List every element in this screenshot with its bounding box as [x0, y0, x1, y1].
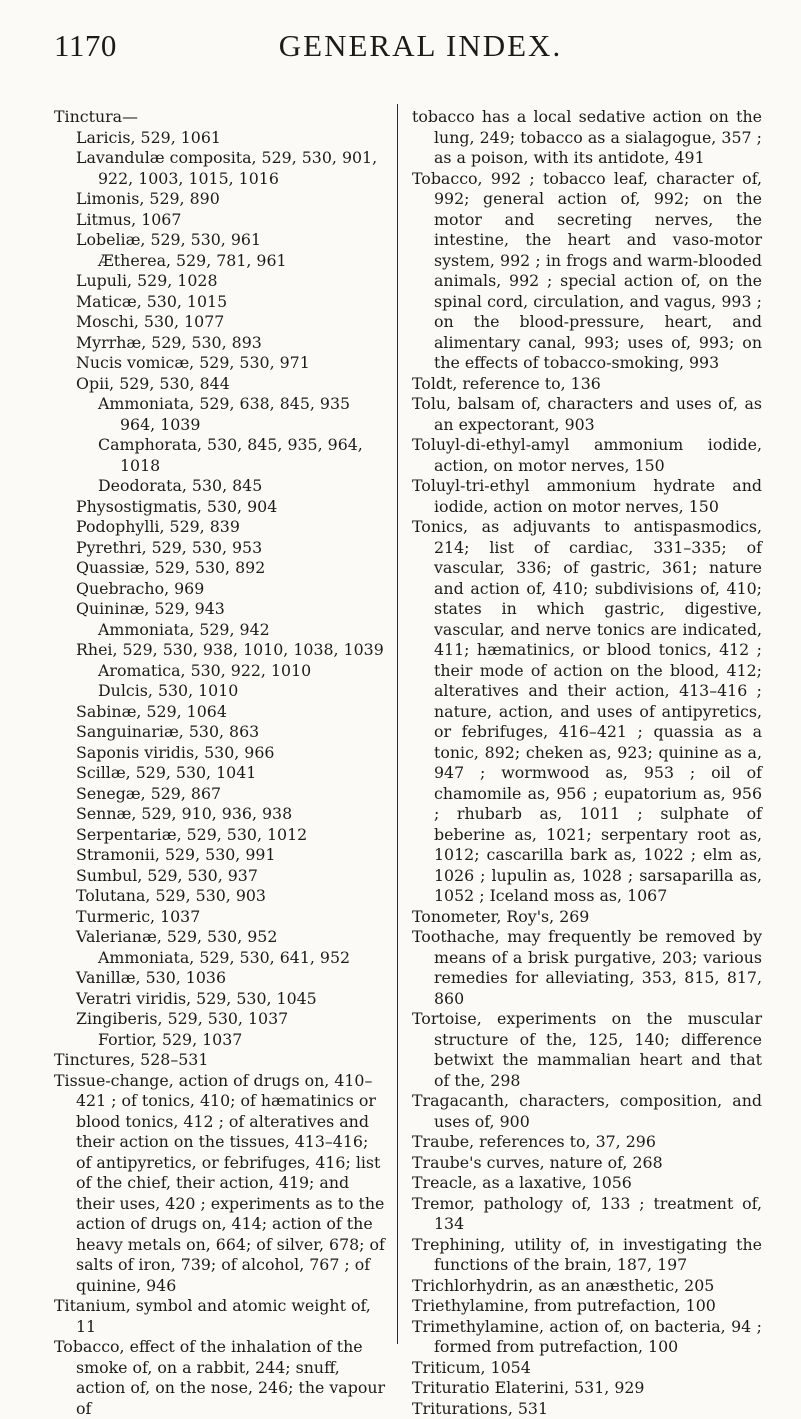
index-entry: Tobacco, effect of the inhalation of the smoke of, on a rabbit, 244; snuff, action of, on the nose, 246; the vapour of: [54, 1337, 386, 1419]
index-entry: Toothache, may frequently be removed by means of a brisk purgative, 203; various remedies for alleviating, 353, 815, 817, 860: [412, 927, 762, 1009]
index-entry: Toldt, reference to, 136: [412, 374, 762, 395]
index-entry: Moschi, 530, 1077: [76, 312, 386, 333]
index-entry: Turmeric, 1037: [76, 907, 386, 928]
index-entry: Podophylli, 529, 839: [76, 517, 386, 538]
index-entry: Tinctura—: [54, 107, 386, 128]
index-entry: Trephining, utility of, in investigating the functions of the brain, 187, 197: [412, 1235, 762, 1276]
index-entry: Valerianæ, 529, 530, 952: [76, 927, 386, 948]
index-entry: Tissue-change, action of drugs on, 410–421 ; of tonics, 410; of hæmatinics or blood tonics, 412 ; of alteratives and their action on the tissues, 413–416; of antipyretics, or febrifuges, 416; list of the chief, their action, 419; and their uses, 420 ; experiments as to the action of drugs on, 414; action of the heavy metals on, 664; of silver, 678; of salts of iron, 739; of alcohol, 767 ; of quinine, 946: [54, 1071, 386, 1297]
index-entry: Tonics, as adjuvants to antispasmodics, 214; list of cardiac, 331–335; of vascular, 336; of gastric, 361; nature and action of, 410; subdivisions of, 410; states in which gastric, digestive, vascular, and nerve tonics are indicated, 411; hæmatinics, or blood tonics, 412 ; their mode of action on the blood, 412; alteratives and their action, 413–416 ; nature, action, and uses of antipyretics, or febrifuges, 416–421 ; quassia as a tonic, 892; cheken as, 923; quinine as a, 947 ; wormwood as, 953 ; oil of chamomile as, 956 ; eupatorium as, 956 ; rhubarb as, 1011 ; sulphate of beberine as, 1021; serpentary root as, 1012; cascarilla bark as, 1022 ; elm as, 1026 ; lupulin as, 1028 ; sarsaparilla as, 1052 ; Iceland moss as, 1067: [412, 517, 762, 907]
index-entry: Triethylamine, from putrefaction, 100: [412, 1296, 762, 1317]
index-entry: Titanium, symbol and atomic weight of, 11: [54, 1296, 386, 1337]
index-entry: Triturations, 531: [412, 1399, 762, 1419]
index-entry: Tobacco, 992 ; tobacco leaf, character of, 992; general action of, 992; on the motor and secreting nerves, the intestine, the heart and vaso-motor system, 992 ; in frogs and warm-blooded animals, 992 ; special action of, on the spinal cord, circulation, and vagus, 993 ; on the blood-pressure, heart, and alimentary canal, 993; uses of, 993; on the effects of tobacco-smoking, 993: [412, 169, 762, 374]
index-entry: Vanillæ, 530, 1036: [76, 968, 386, 989]
index-entry: Zingiberis, 529, 530, 1037: [76, 1009, 386, 1030]
index-entry: Ætherea, 529, 781, 961: [98, 251, 386, 272]
index-entry: Treacle, as a laxative, 1056: [412, 1173, 762, 1194]
index-entry: Lavandulæ composita, 529, 530, 901, 922, 1003, 1015, 1016: [76, 148, 386, 189]
index-entry: Pyrethri, 529, 530, 953: [76, 538, 386, 559]
index-entry: Tolutana, 529, 530, 903: [76, 886, 386, 907]
left-index-column: [54, 107, 386, 1419]
index-entry: Physostigmatis, 530, 904: [76, 497, 386, 518]
index-entry: Toluyl-tri-ethyl ammonium hydrate and iodide, action on motor nerves, 150: [412, 476, 762, 517]
index-entry: Serpentariæ, 529, 530, 1012: [76, 825, 386, 846]
index-entry: Lobeliæ, 529, 530, 961: [76, 230, 386, 251]
index-entry: Toluyl-di-ethyl-amyl ammonium iodide, action, on motor nerves, 150: [412, 435, 762, 476]
index-entry: Scillæ, 529, 530, 1041: [76, 763, 386, 784]
index-entry: Deodorata, 530, 845: [98, 476, 386, 497]
index-entry: Maticæ, 530, 1015: [76, 292, 386, 313]
index-entry: Veratri viridis, 529, 530, 1045: [76, 989, 386, 1010]
index-entry: Trituratio Elaterini, 531, 929: [412, 1378, 762, 1399]
index-entry: Fortior, 529, 1037: [98, 1030, 386, 1051]
index-entry: Triticum, 1054: [412, 1358, 762, 1379]
index-entry: Ammoniata, 529, 530, 641, 952: [98, 948, 386, 969]
index-entry: Quassiæ, 529, 530, 892: [76, 558, 386, 579]
index-entry: Tinctures, 528–531: [54, 1050, 386, 1071]
index-entry: Tonometer, Roy's, 269: [412, 907, 762, 928]
index-entry: Dulcis, 530, 1010: [98, 681, 386, 702]
index-entry: Senegæ, 529, 867: [76, 784, 386, 805]
index-entry: Nucis vomicæ, 529, 530, 971: [76, 353, 386, 374]
index-entry: Quininæ, 529, 943: [76, 599, 386, 620]
index-entry: Stramonii, 529, 530, 991: [76, 845, 386, 866]
index-entry: Sanguinariæ, 530, 863: [76, 722, 386, 743]
index-entry: Trichlorhydrin, as an anæsthetic, 205: [412, 1276, 762, 1297]
index-entry: Sabinæ, 529, 1064: [76, 702, 386, 723]
index-entry: Ammoniata, 529, 942: [98, 620, 386, 641]
index-entry: Traube's curves, nature of, 268: [412, 1153, 762, 1174]
index-entry: Sennæ, 529, 910, 936, 938: [76, 804, 386, 825]
page-number: 1170: [54, 28, 117, 64]
index-entry: Aromatica, 530, 922, 1010: [98, 661, 386, 682]
page-header: [0, 28, 801, 72]
index-entry: Opii, 529, 530, 844: [76, 374, 386, 395]
index-entry: Rhei, 529, 530, 938, 1010, 1038, 1039: [76, 640, 386, 661]
index-entry: Sumbul, 529, 530, 937: [76, 866, 386, 887]
index-entry: Myrrhæ, 529, 530, 893: [76, 333, 386, 354]
column-divider: [397, 104, 398, 1344]
index-entry: Litmus, 1067: [76, 210, 386, 231]
index-entry: Limonis, 529, 890: [76, 189, 386, 210]
index-entry: Laricis, 529, 1061: [76, 128, 386, 149]
index-entry: Lupuli, 529, 1028: [76, 271, 386, 292]
index-entry: Traube, references to, 37, 296: [412, 1132, 762, 1153]
index-entry: Quebracho, 969: [76, 579, 386, 600]
index-entry: Trimethylamine, action of, on bacteria, 94 ; formed from putrefaction, 100: [412, 1317, 762, 1358]
index-entry: Tremor, pathology of, 133 ; treatment of, 134: [412, 1194, 762, 1235]
index-entry: Ammoniata, 529, 638, 845, 935 964, 1039: [98, 394, 386, 435]
page-title: GENERAL INDEX.: [0, 28, 801, 64]
index-entry: Camphorata, 530, 845, 935, 964, 1018: [98, 435, 386, 476]
index-entry: Tortoise, experiments on the muscular structure of the, 125, 140; difference betwixt the mammalian heart and that of the, 298: [412, 1009, 762, 1091]
index-entry: Saponis viridis, 530, 966: [76, 743, 386, 764]
right-index-column: [412, 107, 762, 1419]
index-entry: Tolu, balsam of, characters and uses of, as an expectorant, 903: [412, 394, 762, 435]
index-entry: tobacco has a local sedative action on the lung, 249; tobacco as a sialagogue, 357 ; as a poison, with its antidote, 491: [412, 107, 762, 169]
index-entry: Tragacanth, characters, composition, and uses of, 900: [412, 1091, 762, 1132]
